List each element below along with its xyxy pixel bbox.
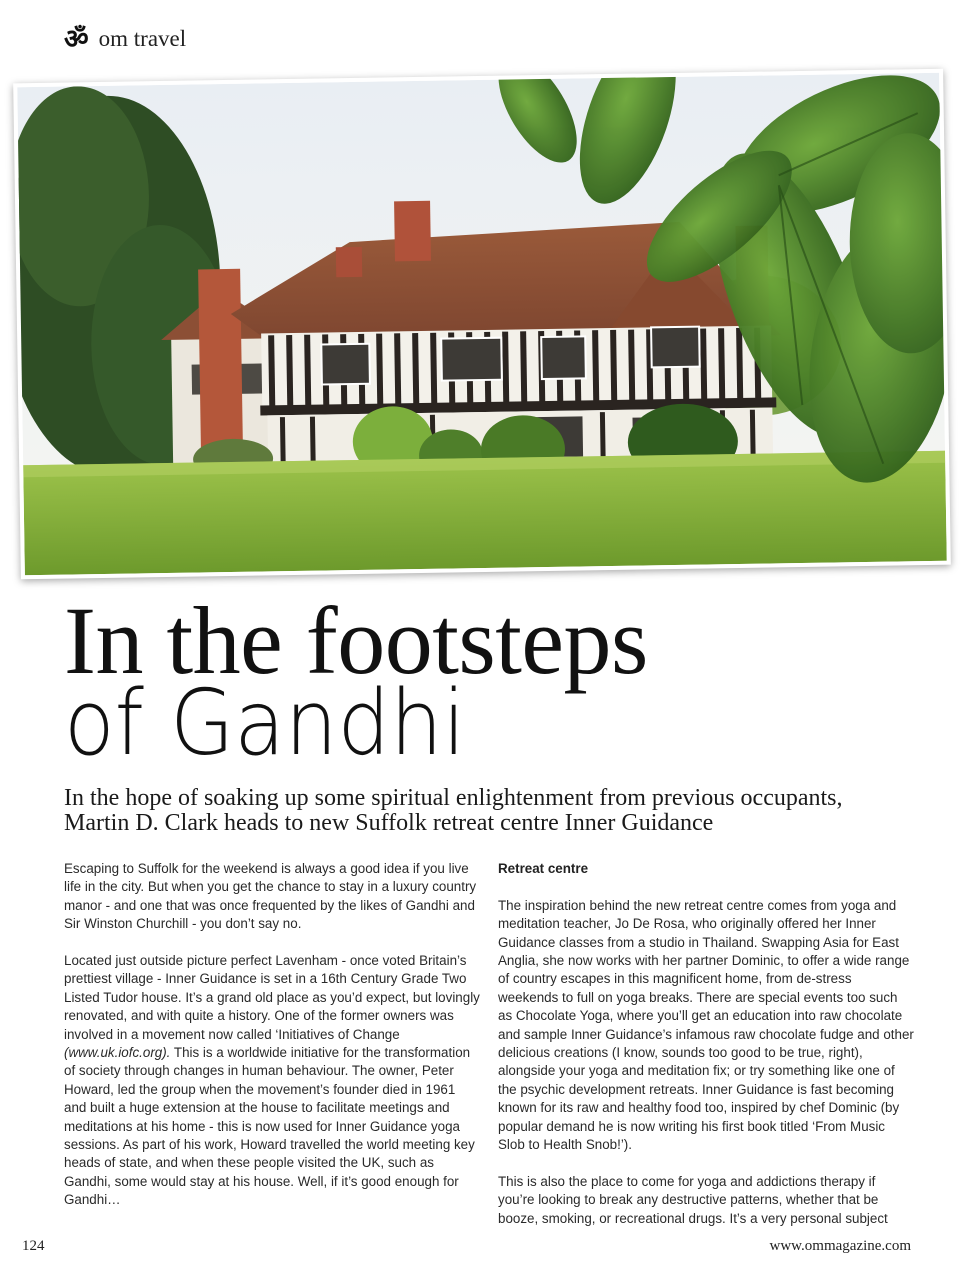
om-symbol-icon: ॐ [64, 23, 89, 55]
standfirst [64, 786, 944, 836]
headline-line1: In the footsteps [64, 587, 648, 694]
left-paragraph-2 [64, 952, 480, 1210]
standfirst-line1: In the hope of soaking up some spiritual enlightenment from previous occupants, [64, 785, 843, 811]
section-header [64, 24, 186, 54]
tudor-house-illustration [17, 73, 947, 575]
left-column [64, 860, 480, 1228]
right-column [498, 860, 914, 1246]
standfirst-line2: Martin D. Clark heads to new Suffolk retreat centre Inner Guidance [64, 810, 714, 836]
page-number: 124 [22, 1238, 45, 1254]
iofc-link[interactable]: (www.uk.iofc.org). [64, 1045, 171, 1061]
left-paragraph-2-text-cont: This is a worldwide initiative for the transformation of society through changes in human behaviour. The owner, Peter Howard, led the group when the movement’s founder died in 1961 and built a huge extension at the house to facilitate meetings and meditations at his home - this is now used for Inner Guidance yoga sessions. As part of his work, Howard travelled the world meeting key heads of state, and when these people visited the UK, such as Gandhi, some would stay at his house. Well, if it’s good enough for Gandhi… [64, 1045, 475, 1208]
tudor-house-photo [17, 73, 947, 575]
headline-line2: of Gandhi [64, 671, 466, 776]
left-paragraph-2-text: Located just outside picture perfect Lavenham - once voted Britain’s prettiest village - Inner Guidance is set in a 16th Century Grade Two Listed Tudor house. It’s a grand old place as you’d expect, but lovingly renovated, and with quite a history. One of the former owners was involved in a movement now called ‘Initiatives of Change [64, 953, 480, 1042]
left-paragraph-1: Escaping to Suffolk for the weekend is always a good idea if you live life in the city. But when you get the chance to stay in a luxury country manor - and one that was once frequented by the likes of Gandhi and Sir Winston Churchill - you don’t say no. [64, 861, 477, 932]
right-paragraph-1: The inspiration behind the new retreat centre comes from yoga and meditation teacher, Jo De Rosa, who originally offered her Inner Guidance classes from a studio in Thailand. Swapping Asia for East Anglia, she now works with her partner Dominic, to offer a wide range of country escapes in this magnificent home, from de-stress weekends to full on yoga breaks. There are special events too such as Chocolate Yoga, where you’ll get an education into raw chocolate and sample Inner Guidance’s infamous raw chocolate fudge and other delicious creations (I know, sounds too good to be true, right), alongside your yoga and meditation fix; or try something like one of the psychic development retreats. Inner Guidance is fast becoming known for its raw and healthy food too, inspired by chef Dominic (by popular demand he is now writing his first book titled ‘From Music Slob to Health Snob!’). [498, 897, 914, 1153]
retreat-centre-subhead: Retreat centre [498, 861, 589, 876]
section-label: om travel [98, 26, 187, 51]
right-paragraph-2: This is also the place to come for yoga and addictions therapy if you’re looking to break any destructive patterns, whether that be booze, smoking, or recreational drugs. It’s a very personal subject [498, 1173, 888, 1226]
website-url[interactable]: www.ommagazine.com [769, 1238, 911, 1254]
